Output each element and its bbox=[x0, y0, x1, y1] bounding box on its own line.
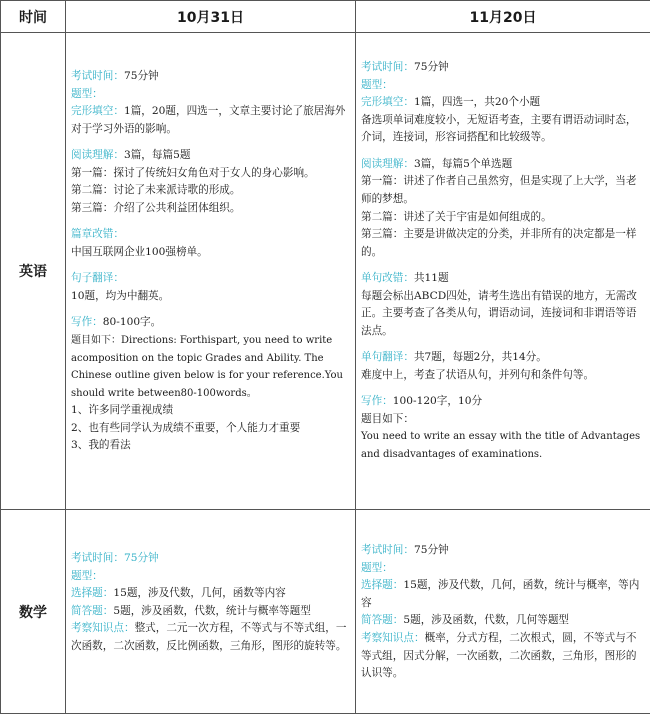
type-label: 题型： bbox=[361, 78, 393, 91]
math-nov20 bbox=[356, 510, 650, 714]
translation-desc: 难度中上，考查了状语从句，并列句和条件句等。 bbox=[361, 368, 595, 381]
reading-item: 第二篇：讨论了未来派诗歌的形成。 bbox=[71, 184, 241, 197]
writing-prompt: 题目如下：Directions: Forthispart, you need to write acomposition on the topic Grades and Ability. The Chinese outline given below is for your reference.You should write between80-100words。 bbox=[71, 334, 343, 399]
passage-text: 中国互联网企业100强榜单。 bbox=[71, 245, 208, 258]
writing-line: 写作：80-100字。 bbox=[71, 316, 162, 329]
subject-math: 数学 bbox=[1, 510, 66, 714]
passage-label: 篇章改错： bbox=[71, 228, 124, 241]
type-label: 题型： bbox=[71, 87, 103, 100]
translation-label: 句子翻译： bbox=[71, 272, 124, 285]
english-oct31 bbox=[66, 33, 356, 510]
time-line: 考试时间：75分钟 bbox=[71, 552, 159, 564]
english-nov20 bbox=[356, 33, 650, 510]
reading-item: 第二篇：讲述了关于宇宙是如何组成的。 bbox=[361, 210, 552, 223]
points-line: 考察知识点：概率，分式方程，二次根式，圆，不等式与不等式组，因式分解，一次函数，二次函数，三角形，图形的认识等。 bbox=[361, 631, 637, 680]
cloze-line: 完形填空：1篇，四选一，共20个小题 bbox=[361, 96, 541, 109]
math-row bbox=[1, 510, 650, 714]
math-oct31 bbox=[66, 510, 356, 714]
header-row bbox=[1, 1, 650, 33]
choice-line: 选择题：15题，涉及代数，几何，函数，统计与概率，等内容 bbox=[361, 579, 640, 609]
reading-item: 第一篇：讲述了作者自己虽然穷，但是实现了上大学，当老师的梦想。 bbox=[361, 175, 637, 205]
time-line: 考试时间：75分钟 bbox=[71, 70, 159, 82]
subject-english: 英语 bbox=[1, 33, 66, 510]
header-subject: 时间 bbox=[1, 1, 66, 33]
time-line: 考试时间：75分钟 bbox=[361, 61, 449, 73]
outline-item: 3、我的看法 bbox=[71, 439, 131, 452]
outline-item: 2、也有些同学认为成绩不重要，个人能力才重要 bbox=[71, 421, 301, 434]
writing-prompt: You need to write an essay with the title of Advantages and disadvantages of examinations. bbox=[361, 431, 641, 461]
type-label: 题型： bbox=[361, 561, 393, 574]
reading-item: 第一篇：探讨了传统妇女角色对于女人的身心影响。 bbox=[71, 166, 315, 179]
answer-line: 简答题：5题，涉及函数，代数，几何等题型 bbox=[361, 614, 570, 627]
outline-item: 1、许多同学重视成绩 bbox=[71, 404, 174, 417]
time-line: 考试时间：75分钟 bbox=[361, 544, 449, 556]
writing-prompt-label: 题目如下： bbox=[361, 412, 414, 425]
answer-line: 简答题：5题，涉及函数，代数，统计与概率等题型 bbox=[71, 604, 311, 617]
error-line: 单句改错：共11题 bbox=[361, 272, 449, 285]
english-row bbox=[1, 33, 650, 510]
reading-line: 阅读理解：3篇，每篇5题 bbox=[71, 149, 191, 162]
cloze-desc: 备选项单词难度较小，无短语考查，主要有谓语动词时态，介词，连接词，形容词搭配和比较级等。 bbox=[361, 113, 637, 144]
header-date-a: 10月31日 bbox=[66, 1, 356, 33]
translation-line: 单句翻译：共7题，每题2分，共14分。 bbox=[361, 351, 547, 364]
writing-line: 写作：100-120字，10分 bbox=[361, 395, 483, 408]
header-date-b: 11月20日 bbox=[356, 1, 650, 33]
points-line: 考察知识点：整式，二元一次方程，不等式与不等式组，一次函数，二次函数，反比例函数，三角形，图形的旋转等。 bbox=[71, 622, 347, 652]
cloze-line: 完形填空：1篇，20题，四选一，文章主要讨论了旅居海外对于学习外语的影响。 bbox=[71, 105, 346, 135]
reading-item: 第三篇：主要是讲做决定的分类，并非所有的决定都是一样的。 bbox=[361, 228, 637, 258]
error-desc: 每题会标出ABCD四处，请考生选出有错误的地方，无需改正。主要考查了各类从句，谓语动词，连接词和非谓语等语法点。 bbox=[361, 289, 637, 337]
reading-line: 阅读理解：3篇，每篇5个单选题 bbox=[361, 157, 513, 170]
translation-text: 10题，均为中翻英。 bbox=[71, 289, 170, 302]
reading-item: 第三篇：介绍了公共利益团体组织。 bbox=[71, 201, 241, 214]
choice-line: 选择题：15题，涉及代数，几何，函数等内容 bbox=[71, 587, 286, 600]
type-label: 题型： bbox=[71, 569, 103, 582]
